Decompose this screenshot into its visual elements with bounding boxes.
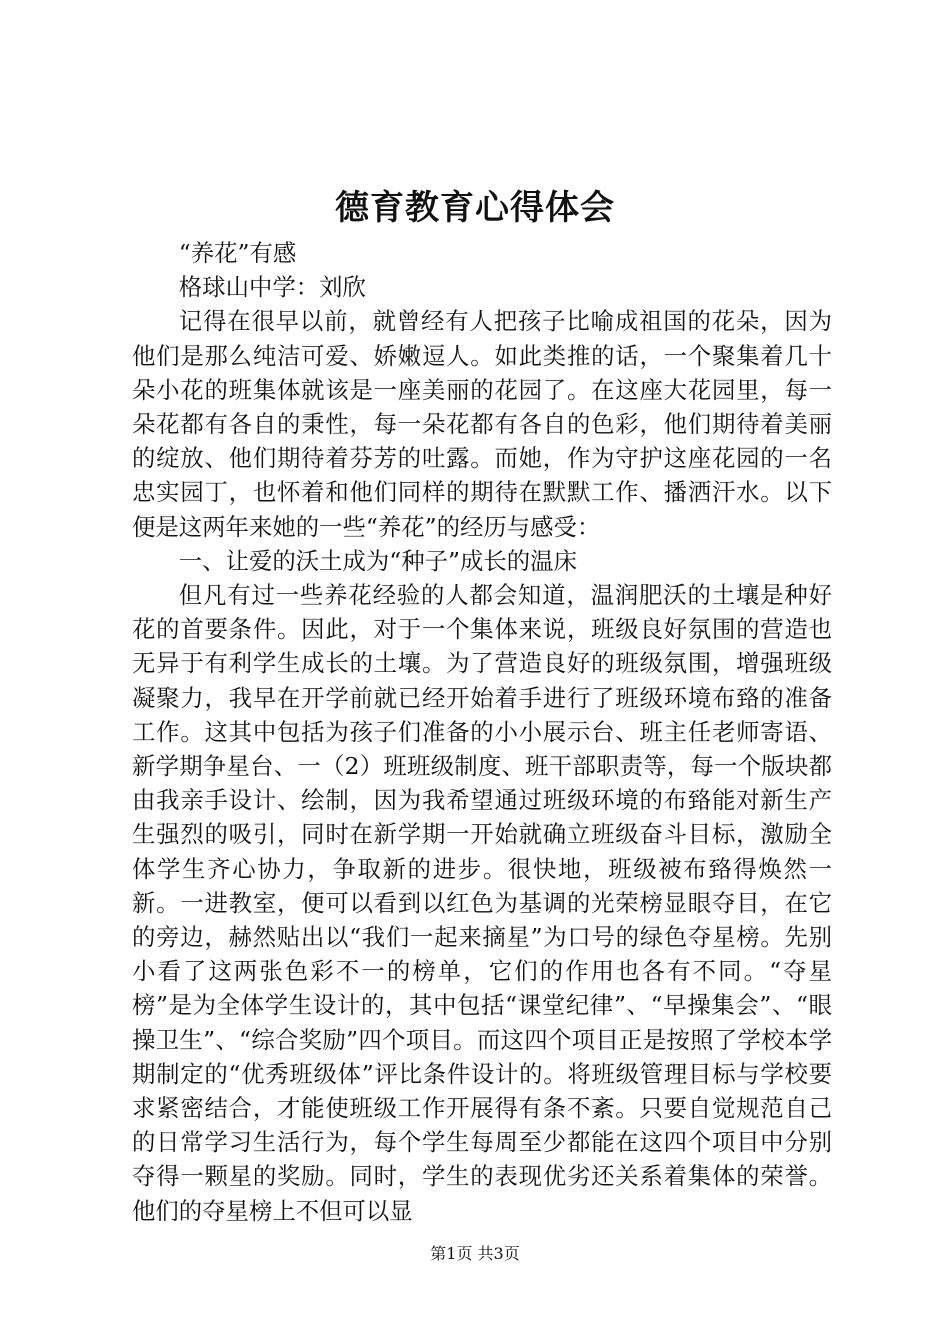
page-number: 第1页 共3页 [430, 1244, 520, 1263]
page-title: 德育教育心得体会 [335, 188, 615, 228]
paragraph: 但凡有过一些养花经验的人都会知道，温润肥沃的土壤是种好花的首要条件。因此，对于一个集体来说，班级良好氛围的营造也无异于有利学生成长的土壤。为了营造良好的班级氛围，增强班级凝聚力，我早在开学前就已经开始着手进行了班级环境布臵的准备工作。这其中包括为孩子们准备的小小展示台、班主任老师寄语、新学期争星台、一（2）班班级制度、班干部职责等，每一个版块都由我亲手设计、绘制，因为我希望通过班级环境的布臵能对新生产生强烈的吸引，同时在新学期一开始就确立班级奋斗目标，激励全体学生齐心协力，争取新的进步。很快地，班级被布臵得焕然一新。一进教室，便可以看到以红色为基调的光荣榜显眼夺目，在它的旁边，赫然贴出以“我们一起来摘星”为口号的绿色夺星榜。先别小看了这两张色彩不一的榜单，它们的作用也各有不同。“夺星榜”是为全体学生设计的，其中包括“课堂纪律”、“早操集会”、“眼操卫生”、“综合奖励”四个项目。而这四个项目正是按照了学校本学期制定的“优秀班级体”评比条件设计的。将班级管理目标与学校要求紧密结合，才能使班级工作开展得有条不紊。只要自觉规范自己的日常学习生活行为，每个学生每周至少都能在这四个项目中分别夺得一颗星的奖励。同时，学生的表现优劣还关系着集体的荣誉。他们的夺星榜上不但可以显 [132, 581, 832, 1225]
author-line: 格球山中学：刘欣 [178, 273, 366, 302]
section-heading: 一、让爱的沃土成为“种子”成长的温床 [178, 546, 577, 575]
document-body [132, 236, 832, 1228]
subtitle: “养花”有感 [178, 239, 297, 267]
paragraph: 记得在很早以前，就曾经有人把孩子比喻成祖国的花朵，因为他们是那么纯洁可爱、娇嫩逗人。如此类推的话，一个聚集着几十朵小花的班集体就该是一座美丽的花园了。在这座大花园里，每一朵花都有各自的秉性，每一朵花都有各自的色彩，他们期待着美丽的绽放、他们期待着芬芳的吐露。而她，作为守护这座花园的一名忠实园丁，也怀着和他们同样的期待在默默工作、播洒汗水。以下便是这两年来她的一些“养花”的经历与感受： [132, 307, 832, 541]
